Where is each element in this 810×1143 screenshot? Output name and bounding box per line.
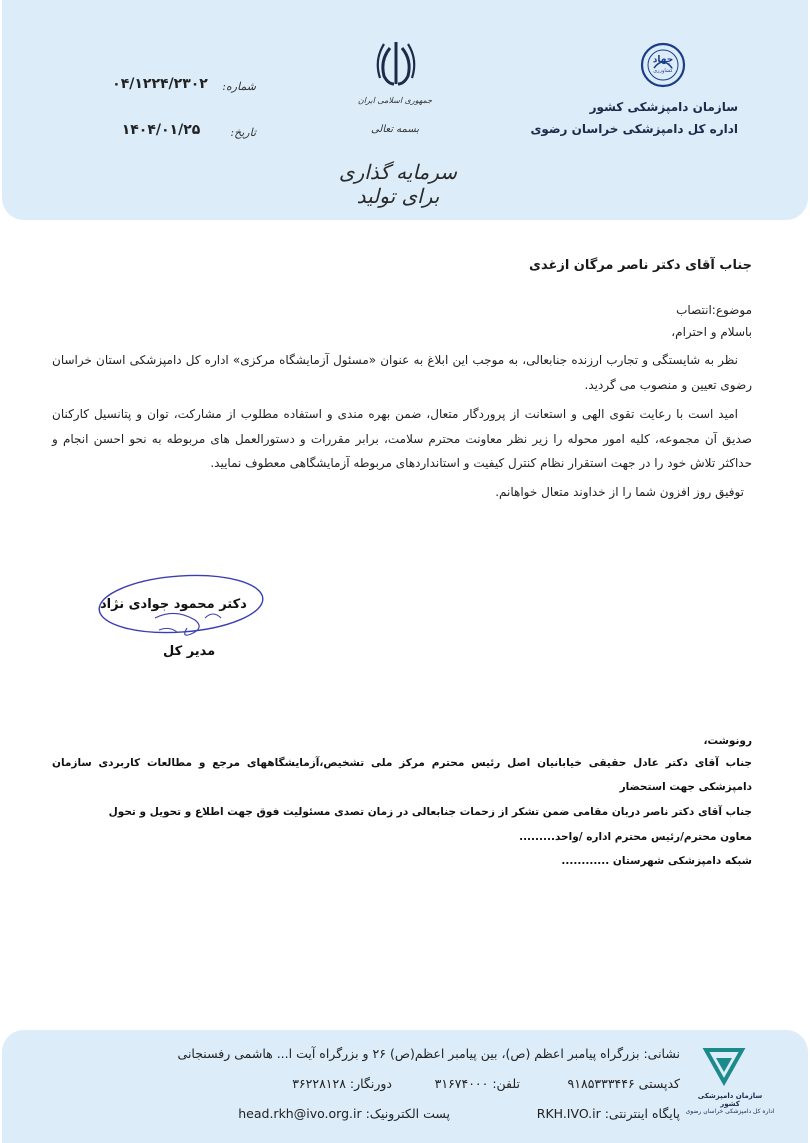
footer-fax: دورنگار: ۳۶۲۲۸۱۲۸ <box>292 1076 392 1091</box>
org-subname: اداره کل دامپزشکی خراسان رضوی <box>530 122 738 136</box>
footer-address: نشانی: بزرگراه پیامبر اعظم (ص)، بین پیامبر اعظم(ص) ۲۶ و بزرگراه آیت ا... هاشمی رفسنجانی <box>177 1046 680 1061</box>
slogan: سرمایه گذاری برای تولید <box>338 160 458 208</box>
iran-emblem-icon <box>372 38 420 88</box>
cc-line-1: جناب آقای دکتر عادل حقیقی خیابانیان اصل رئیس محترم مرکز ملی تشخیص،آزمایشگاههای مرجع و مطالعات کاربردی سازمان دامپزشکی جهت استحضار <box>52 757 752 793</box>
date-value: ۱۴۰۴/۰۱/۲۵ <box>121 122 201 138</box>
date-label: تاریخ: <box>230 126 256 139</box>
number-value: ۰۴/۱۲۲۴/۲۳۰۲ <box>112 76 208 92</box>
footer-logo-caption-1: سازمان دامپزشکی کشور <box>697 1092 763 1108</box>
footer-website: پایگاه اینترنتی: RKH.IVO.ir <box>536 1106 680 1121</box>
jahad-logo-label: جهاد <box>652 55 674 65</box>
cc-label: رونوشت، <box>703 735 752 747</box>
jahad-logo <box>640 42 686 88</box>
jahad-logo-icon <box>640 42 686 88</box>
footer-logo-caption-2: اداره کل دامپزشکی خراسان رضوی <box>685 1108 775 1115</box>
signatory-name: دکتر محمود جوادی نژاد <box>100 597 247 612</box>
footer-logo <box>700 1046 748 1086</box>
recipient: جناب آقای دکتر ناصر مرگان ازغدی <box>529 258 752 273</box>
number-label: شماره: <box>222 80 256 93</box>
greeting: باسلام و احترام، <box>671 325 752 339</box>
vet-org-logo-icon <box>700 1046 748 1086</box>
emblem-caption: جمهوری اسلامی ایران <box>357 96 433 105</box>
paragraph-2: امید است با رعایت تقوی الهی و استعانت از پروردگار متعال، ضمن بهره مندی و استفاده مطلوب از مشارکت، توان و پتانسیل کارکنان صدیق آن مجموعه، کلیه امور محوله را زیر نظر معاونت محترم سلامت، برابر مقررات و دستورالعمل های مربوطه به نحو احسن انجام و حداکثر تلاش خود را در جهت استقرار نظام کنترل کیفیت و استانداردهای مربوطه آزمایشگاهی معطوف نمایید. <box>52 407 752 470</box>
footer-email: پست الکترونیک: head.rkh@ivo.org.ir <box>238 1106 450 1121</box>
cc-line-2: جناب آقای دکتر ناصر دربان مقامی ضمن تشکر از زحمات جنابعالی در زمان تصدی مسئولیت فوق جهت اطلاع و تحویل و تحول <box>108 806 752 818</box>
basmala: بسمه تعالی <box>370 124 420 135</box>
footer-postal: کدپستی ۹۱۸۵۳۳۳۴۴۶ <box>567 1076 680 1091</box>
iran-emblem <box>372 38 420 88</box>
cc-line-4: شبکه دامپزشکی شهرستان ............ <box>561 855 752 867</box>
paragraph-1: نظر به شایستگی و تجارب ارزنده جنابعالی، به موجب این ابلاغ به عنوان «مسئول آزمایشگاه مرکزی» اداره کل دامپزشکی استان خراسان رضوی تعیین و منصوب می گردید. <box>52 353 752 392</box>
org-name: سازمان دامپزشکی کشور <box>589 100 738 114</box>
signatory-title: مدیر کل <box>163 644 216 659</box>
cc-line-3: معاون محترم/رئیس محترم اداره /واحد......... <box>519 831 752 843</box>
paragraph-3: توفیق روز افزون شما را از خداوند متعال خواهانم. <box>495 485 744 499</box>
jahad-logo-sub: کشاورزی <box>653 68 673 74</box>
subject: موضوع:انتصاب <box>676 303 752 317</box>
footer-phone: تلفن: ۳۱۶۷۴۰۰۰ <box>434 1076 520 1091</box>
